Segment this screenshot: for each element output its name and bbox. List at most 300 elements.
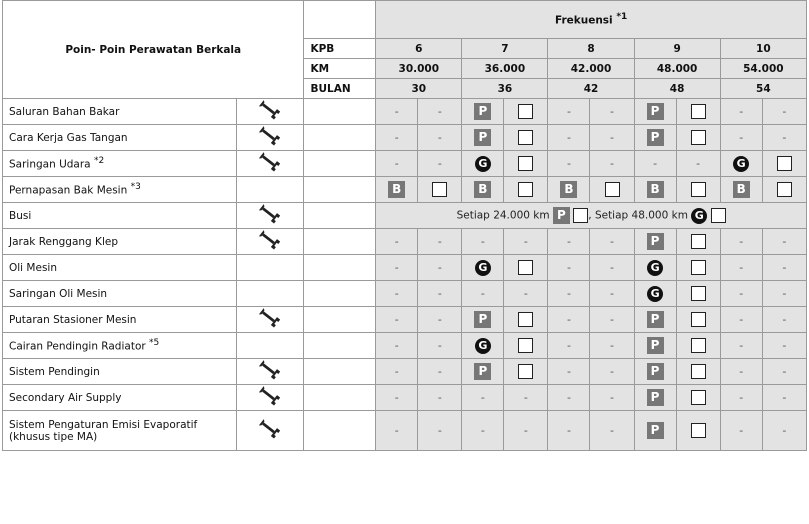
schedule-cell [762, 99, 806, 125]
dash-symbol: - [782, 365, 787, 378]
wrench-icon [258, 151, 282, 176]
replace-symbol: G [475, 260, 491, 276]
schedule-cell [590, 125, 634, 151]
schedule-cell [376, 177, 418, 203]
replace-symbol: G [733, 156, 749, 172]
dash-symbol: - [437, 287, 442, 300]
schedule-cell [462, 151, 504, 177]
schedule-cell [418, 151, 462, 177]
schedule-cell [676, 281, 720, 307]
checkbox-icon [691, 234, 706, 249]
schedule-cell [676, 255, 720, 281]
dash-symbol: - [610, 313, 615, 326]
inspect-symbol: P [647, 363, 664, 380]
checkbox-icon [605, 182, 620, 197]
dash-symbol: - [566, 391, 571, 404]
row-label [3, 307, 237, 333]
bulan-value: 36 [462, 79, 548, 99]
km-value: 42.000 [548, 59, 634, 79]
dash-symbol: - [739, 261, 744, 274]
schedule-cell [504, 229, 548, 255]
schedule-cell [418, 281, 462, 307]
inspect-symbol: P [647, 422, 664, 439]
schedule-cell [634, 385, 676, 411]
blank-cell [304, 385, 376, 411]
dash-symbol: - [566, 131, 571, 144]
inspect-symbol: P [474, 363, 491, 380]
dash-symbol: - [480, 235, 485, 248]
busi-interval-cell [376, 203, 807, 229]
schedule-cell [418, 307, 462, 333]
schedule-cell [590, 99, 634, 125]
clean-symbol: B [733, 181, 750, 198]
dash-symbol: - [480, 424, 485, 437]
dash-symbol: - [782, 235, 787, 248]
schedule-cell [720, 359, 762, 385]
row-name: Saringan Udara [9, 158, 91, 171]
schedule-cell [762, 411, 806, 451]
dash-symbol: - [739, 105, 744, 118]
bulan-value: 54 [720, 79, 806, 99]
checkbox-icon [777, 156, 792, 171]
kpb-value: 9 [634, 39, 720, 59]
schedule-cell [376, 255, 418, 281]
tool-cell [236, 203, 304, 229]
table-title: Poin- Poin Perawatan Berkala [3, 1, 304, 99]
schedule-cell [376, 229, 418, 255]
blank-cell [304, 99, 376, 125]
schedule-cell [590, 307, 634, 333]
inspect-symbol: P [553, 207, 570, 224]
dash-symbol: - [610, 131, 615, 144]
table-row [3, 177, 807, 203]
schedule-cell [676, 177, 720, 203]
dash-symbol: - [566, 287, 571, 300]
dash-symbol: - [437, 391, 442, 404]
schedule-cell [762, 255, 806, 281]
wrench-icon [258, 203, 282, 228]
schedule-cell [418, 125, 462, 151]
row-name: Secondary Air Supply [9, 391, 122, 404]
dash-symbol: - [566, 105, 571, 118]
blank-cell [304, 281, 376, 307]
wrench-icon [258, 359, 282, 384]
tool-cell [236, 125, 304, 151]
row-name: Pernapasan Bak Mesin [9, 184, 128, 197]
table-row [3, 359, 807, 385]
checkbox-icon [432, 182, 447, 197]
km-value: 48.000 [634, 59, 720, 79]
schedule-cell [590, 411, 634, 451]
table-row [3, 281, 807, 307]
dash-symbol: - [394, 313, 399, 326]
table-row [3, 99, 807, 125]
schedule-cell [462, 281, 504, 307]
checkbox-icon [518, 182, 533, 197]
dash-symbol: - [437, 313, 442, 326]
row-name: Saluran Bahan Bakar [9, 105, 120, 118]
dash-symbol: - [610, 287, 615, 300]
inspect-symbol: P [647, 129, 664, 146]
dash-symbol: - [610, 157, 615, 170]
tool-cell [236, 255, 304, 281]
schedule-cell [462, 307, 504, 333]
row-label [3, 281, 237, 307]
schedule-cell [676, 229, 720, 255]
dash-symbol: - [394, 287, 399, 300]
row-note: *3 [130, 182, 141, 193]
checkbox-icon [691, 312, 706, 327]
blank-cell [304, 255, 376, 281]
dash-symbol: - [739, 391, 744, 404]
frequency-label: Frekuensi [554, 14, 613, 27]
schedule-cell [634, 125, 676, 151]
tool-cell [236, 229, 304, 255]
schedule-cell [418, 333, 462, 359]
replace-symbol: G [691, 208, 707, 224]
schedule-cell [634, 359, 676, 385]
inspect-symbol: P [647, 311, 664, 328]
schedule-body [3, 99, 807, 451]
table-row [3, 151, 807, 177]
checkbox-icon [518, 364, 533, 379]
schedule-cell [504, 411, 548, 451]
row-name-line2: (khusus tipe MA) [9, 430, 98, 443]
schedule-cell [548, 125, 590, 151]
busi-text-2: , Setiap 48.000 km [588, 209, 688, 222]
row-label [3, 203, 237, 229]
checkbox-icon [691, 286, 706, 301]
schedule-cell [720, 177, 762, 203]
schedule-cell [548, 411, 590, 451]
schedule-cell [590, 177, 634, 203]
wrench-icon [258, 229, 282, 254]
bulan-value: 48 [634, 79, 720, 99]
km-value: 36.000 [462, 59, 548, 79]
table-row [3, 333, 807, 359]
wrench-icon [258, 99, 282, 124]
schedule-cell [418, 255, 462, 281]
dash-symbol: - [739, 313, 744, 326]
dash-symbol: - [566, 261, 571, 274]
schedule-cell [462, 255, 504, 281]
checkbox-icon [518, 312, 533, 327]
schedule-cell [762, 385, 806, 411]
row-label [3, 411, 237, 451]
kpb-value: 8 [548, 39, 634, 59]
dash-symbol: - [523, 235, 528, 248]
schedule-cell [720, 229, 762, 255]
dash-symbol: - [437, 261, 442, 274]
row-label [3, 177, 237, 203]
schedule-cell [676, 333, 720, 359]
checkbox-icon [691, 260, 706, 275]
schedule-cell [418, 385, 462, 411]
inspect-symbol: P [474, 311, 491, 328]
dash-symbol: - [394, 365, 399, 378]
row-name: Cairan Pendingin Radiator [9, 340, 146, 353]
checkbox-icon [518, 338, 533, 353]
dash-symbol: - [610, 365, 615, 378]
clean-symbol: B [647, 181, 664, 198]
blank-cell [304, 177, 376, 203]
schedule-cell [504, 385, 548, 411]
blank-cell [304, 125, 376, 151]
schedule-cell [548, 359, 590, 385]
dash-symbol: - [566, 235, 571, 248]
checkbox-icon [711, 208, 726, 223]
checkbox-icon [691, 130, 706, 145]
frequency-note: *1 [616, 12, 628, 23]
dash-symbol: - [610, 424, 615, 437]
schedule-cell [676, 359, 720, 385]
schedule-cell [720, 333, 762, 359]
row-name: Sistem Pengaturan Emisi Evaporatif [9, 418, 198, 431]
tool-cell [236, 359, 304, 385]
maintenance-schedule-table [2, 0, 807, 451]
wrench-icon [258, 418, 282, 443]
dash-symbol: - [739, 339, 744, 352]
dash-symbol: - [480, 391, 485, 404]
schedule-cell [376, 385, 418, 411]
blank-cell [304, 229, 376, 255]
tool-cell [236, 281, 304, 307]
km-value: 30.000 [376, 59, 462, 79]
dash-symbol: - [523, 287, 528, 300]
schedule-cell [762, 177, 806, 203]
kpb-value: 6 [376, 39, 462, 59]
tool-cell [236, 151, 304, 177]
row-name: Busi [9, 209, 32, 222]
blank-cell [304, 307, 376, 333]
schedule-cell [590, 229, 634, 255]
checkbox-icon [573, 208, 588, 223]
blank-cell [304, 151, 376, 177]
checkbox-icon [691, 390, 706, 405]
schedule-cell [590, 333, 634, 359]
schedule-cell [504, 333, 548, 359]
dash-symbol: - [782, 261, 787, 274]
schedule-cell [462, 229, 504, 255]
replace-symbol: G [647, 260, 663, 276]
replace-symbol: G [647, 286, 663, 302]
header-corner [304, 1, 376, 39]
schedule-cell [376, 281, 418, 307]
dash-symbol: - [782, 313, 787, 326]
wrench-icon [258, 125, 282, 150]
schedule-cell [634, 255, 676, 281]
schedule-cell [548, 229, 590, 255]
dash-symbol: - [437, 339, 442, 352]
schedule-cell [720, 411, 762, 451]
row-note: *5 [149, 338, 160, 349]
dash-symbol: - [610, 235, 615, 248]
schedule-cell [762, 229, 806, 255]
checkbox-icon [518, 156, 533, 171]
schedule-cell [462, 177, 504, 203]
schedule-cell [504, 281, 548, 307]
table-row [3, 125, 807, 151]
frequency-header [376, 1, 807, 39]
table-row [3, 411, 807, 451]
clean-symbol: B [560, 181, 577, 198]
dash-symbol: - [739, 235, 744, 248]
kpb-value: 7 [462, 39, 548, 59]
schedule-cell [504, 99, 548, 125]
kpb-label: KPB [304, 39, 376, 59]
dash-symbol: - [394, 131, 399, 144]
row-name: Oli Mesin [9, 261, 57, 274]
schedule-cell [720, 99, 762, 125]
table-row [3, 385, 807, 411]
schedule-cell [504, 125, 548, 151]
tool-cell [236, 385, 304, 411]
dash-symbol: - [610, 261, 615, 274]
dash-symbol: - [610, 339, 615, 352]
schedule-cell [376, 359, 418, 385]
inspect-symbol: P [647, 233, 664, 250]
schedule-cell [548, 255, 590, 281]
checkbox-icon [518, 104, 533, 119]
dash-symbol: - [523, 424, 528, 437]
clean-symbol: B [474, 181, 491, 198]
schedule-cell [676, 99, 720, 125]
dash-symbol: - [653, 157, 658, 170]
dash-symbol: - [437, 105, 442, 118]
bulan-value: 42 [548, 79, 634, 99]
dash-symbol: - [394, 424, 399, 437]
schedule-cell [376, 99, 418, 125]
tool-cell [236, 99, 304, 125]
wrench-icon [258, 307, 282, 332]
dash-symbol: - [566, 424, 571, 437]
dash-symbol: - [739, 287, 744, 300]
bulan-value: 30 [376, 79, 462, 99]
schedule-cell [762, 359, 806, 385]
dash-symbol: - [739, 131, 744, 144]
schedule-cell [762, 151, 806, 177]
row-note: *2 [93, 156, 105, 167]
schedule-cell [762, 307, 806, 333]
schedule-cell [762, 281, 806, 307]
schedule-cell [634, 307, 676, 333]
dash-symbol: - [394, 261, 399, 274]
dash-symbol: - [782, 287, 787, 300]
schedule-cell [504, 151, 548, 177]
bulan-label: BULAN [304, 79, 376, 99]
dash-symbol: - [739, 424, 744, 437]
schedule-cell [634, 99, 676, 125]
row-name: Sistem Pendingin [9, 365, 100, 378]
blank-cell [304, 411, 376, 451]
dash-symbol: - [394, 339, 399, 352]
schedule-cell [418, 359, 462, 385]
schedule-cell [418, 99, 462, 125]
dash-symbol: - [566, 313, 571, 326]
schedule-cell [548, 151, 590, 177]
inspect-symbol: P [647, 389, 664, 406]
schedule-cell [676, 125, 720, 151]
clean-symbol: B [388, 181, 405, 198]
schedule-cell [720, 385, 762, 411]
row-name: Putaran Stasioner Mesin [9, 313, 137, 326]
schedule-cell [376, 151, 418, 177]
checkbox-icon [518, 130, 533, 145]
schedule-cell [504, 255, 548, 281]
schedule-cell [590, 255, 634, 281]
row-label [3, 125, 237, 151]
dash-symbol: - [480, 287, 485, 300]
dash-symbol: - [394, 235, 399, 248]
table-row [3, 203, 807, 229]
schedule-cell [676, 411, 720, 451]
schedule-cell [548, 307, 590, 333]
schedule-cell [504, 177, 548, 203]
schedule-cell [376, 411, 418, 451]
row-label [3, 333, 237, 359]
dash-symbol: - [437, 235, 442, 248]
row-label [3, 151, 237, 177]
schedule-cell [590, 359, 634, 385]
schedule-cell [676, 307, 720, 333]
schedule-cell [634, 177, 676, 203]
schedule-cell [548, 99, 590, 125]
schedule-cell [376, 333, 418, 359]
table-row [3, 255, 807, 281]
dash-symbol: - [610, 391, 615, 404]
km-value: 54.000 [720, 59, 806, 79]
dash-symbol: - [696, 157, 701, 170]
blank-cell [304, 333, 376, 359]
dash-symbol: - [437, 131, 442, 144]
schedule-cell [376, 307, 418, 333]
checkbox-icon [691, 182, 706, 197]
row-label [3, 255, 237, 281]
dash-symbol: - [523, 391, 528, 404]
checkbox-icon [691, 364, 706, 379]
dash-symbol: - [437, 157, 442, 170]
dash-symbol: - [610, 105, 615, 118]
schedule-cell [418, 229, 462, 255]
dash-symbol: - [566, 365, 571, 378]
inspect-symbol: P [474, 103, 491, 120]
dash-symbol: - [394, 157, 399, 170]
km-label: KM [304, 59, 376, 79]
schedule-cell [720, 151, 762, 177]
replace-symbol: G [475, 156, 491, 172]
schedule-cell [504, 359, 548, 385]
schedule-cell [590, 385, 634, 411]
replace-symbol: G [475, 338, 491, 354]
schedule-cell [720, 281, 762, 307]
inspect-symbol: P [474, 129, 491, 146]
checkbox-icon [691, 423, 706, 438]
schedule-cell [548, 177, 590, 203]
checkbox-icon [691, 104, 706, 119]
dash-symbol: - [782, 424, 787, 437]
dash-symbol: - [566, 157, 571, 170]
dash-symbol: - [739, 365, 744, 378]
schedule-cell [462, 99, 504, 125]
table-row [3, 307, 807, 333]
schedule-cell [720, 125, 762, 151]
schedule-cell [720, 255, 762, 281]
inspect-symbol: P [647, 337, 664, 354]
row-name: Saringan Oli Mesin [9, 287, 108, 300]
row-name: Jarak Renggang Klep [9, 235, 118, 248]
table-row [3, 229, 807, 255]
kpb-value: 10 [720, 39, 806, 59]
